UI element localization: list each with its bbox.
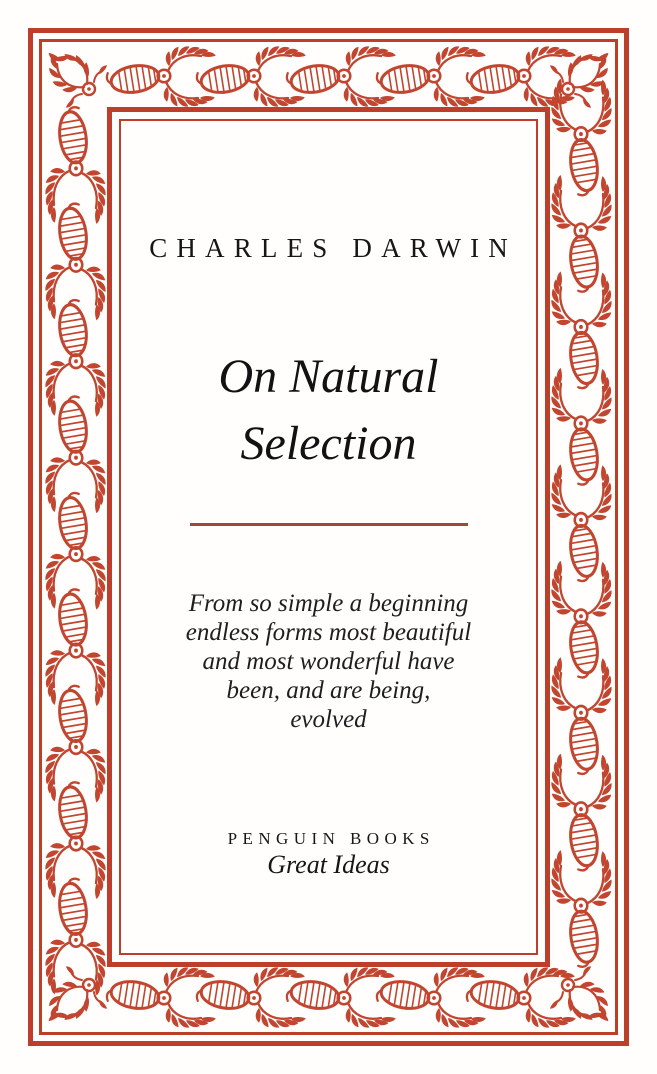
book-title: [121, 343, 536, 477]
border-band-top: [106, 45, 577, 109]
corner-flourish-top-left: [47, 50, 109, 109]
cover-quote: [121, 589, 536, 734]
quote-line-1: From so simple a beginning: [188, 590, 469, 617]
border-band-bottom: [106, 966, 577, 1030]
border-band-left: [44, 106, 108, 996]
author-name: CHARLES DARWIN: [149, 233, 517, 263]
quote-line-5: evolved: [290, 706, 367, 733]
quote-line-3: and most wonderful have: [202, 648, 455, 675]
title-divider-rule: [190, 523, 468, 526]
border-band-right: [550, 78, 614, 968]
book-title-line-2: Selection: [240, 417, 417, 470]
quote-line-2: endless forms most beautiful: [185, 619, 472, 646]
book-title-line-1: On Natural: [218, 350, 439, 403]
series-name: Great Ideas: [267, 850, 390, 879]
quote-line-4: been, and are being,: [226, 677, 431, 704]
publisher-name: PENGUIN BOOKS: [227, 829, 435, 848]
cover-text-area: [121, 121, 536, 953]
